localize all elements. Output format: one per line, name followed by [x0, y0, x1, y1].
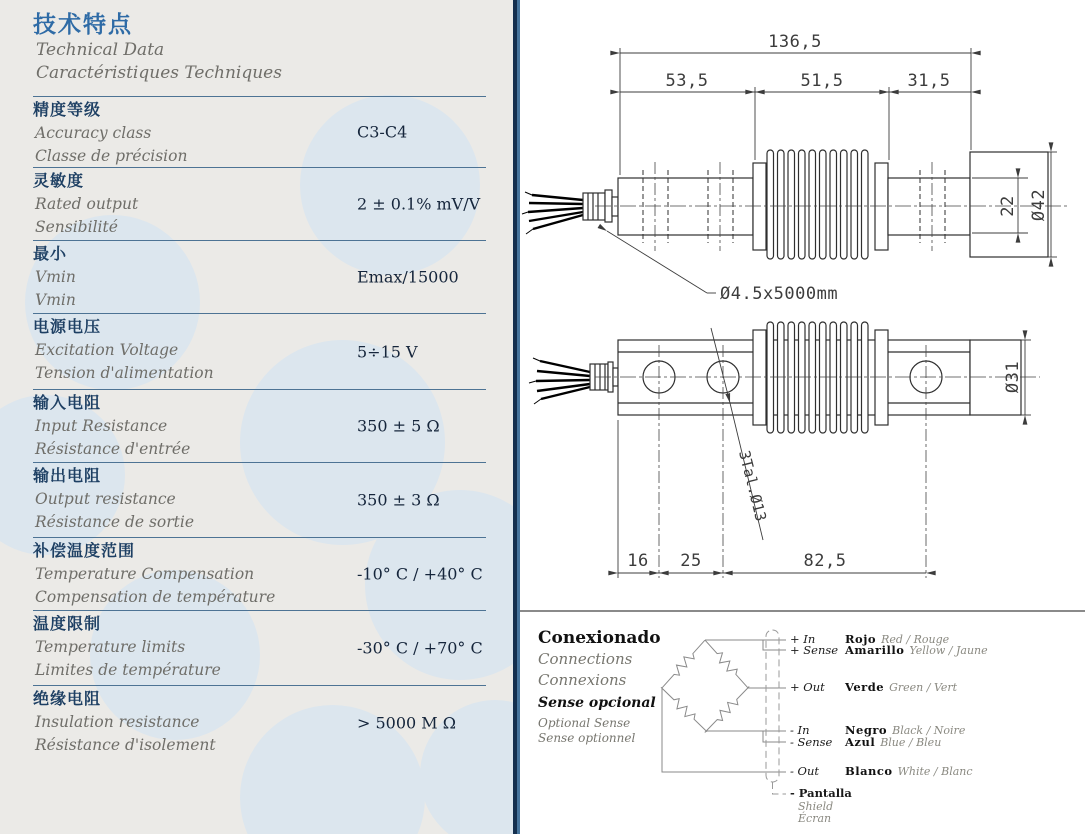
- terminal-label: - Sense: [790, 735, 833, 749]
- bellows-ribs: [767, 150, 868, 259]
- row-value: > 5000 M Ω: [357, 713, 457, 733]
- sense-optional-fr: Sense optionnel: [538, 731, 636, 745]
- holes-callout: 3Tal.Ø13: [735, 448, 771, 524]
- wire-color-name: Rojo: [845, 632, 877, 646]
- row-value: 5÷15 V: [357, 342, 418, 361]
- table-row: [33, 537, 486, 610]
- row-label-zh: 输入电阻: [33, 395, 102, 412]
- row-label-zh: 最小: [33, 246, 68, 263]
- connections-title-fr: Connexions: [538, 671, 627, 689]
- wire-color-translation: Yellow / Jaune: [909, 644, 988, 657]
- wire-color-translation: White / Blanc: [897, 765, 973, 778]
- row-label-en: Vmin: [35, 268, 76, 286]
- row-label-fr: Sensibilité: [35, 218, 118, 236]
- dim-overall: 136,5: [768, 32, 822, 52]
- connections-title-es: Conexionado: [538, 628, 661, 648]
- cable-sheath: [766, 630, 779, 782]
- wire-color-translation: Black / Noire: [892, 724, 966, 737]
- row-label-en: Temperature limits: [35, 638, 186, 656]
- wire-color-name: Blanco: [845, 764, 893, 778]
- row-label-zh: 温度限制: [33, 616, 102, 633]
- shield-label-fr: Écran: [798, 812, 832, 825]
- row-label-fr: Compensation de température: [35, 588, 276, 606]
- row-value: -30° C / +70° C: [357, 638, 483, 658]
- technical-drawing: [520, 0, 1085, 610]
- page-title: 技术特点: [33, 11, 133, 37]
- page-title-fr: Caractéristiques Techniques: [36, 63, 282, 83]
- row-value: Emax/15000: [357, 267, 459, 287]
- table-row: [33, 389, 486, 462]
- bellows-flange-right: [875, 163, 888, 250]
- wire-color-row: [845, 681, 957, 694]
- row-label-en: Rated output: [35, 195, 139, 213]
- bellows-flange-left: [753, 330, 766, 425]
- row-label-fr: Tension d'alimentation: [35, 364, 214, 382]
- row-label-en: Accuracy class: [35, 124, 152, 142]
- wire-color-translation: Green / Vert: [889, 681, 958, 694]
- row-label-fr: Résistance d'isolement: [35, 736, 216, 754]
- row-label-fr: Résistance de sortie: [35, 513, 195, 531]
- row-label-zh: 精度等级: [33, 102, 102, 119]
- wire-color-name: Verde: [845, 680, 885, 694]
- row-label-zh: 灵敏度: [33, 173, 85, 190]
- terminal-label: - In: [790, 723, 810, 737]
- bridge-resistor: [702, 683, 753, 735]
- row-value: -10° C / +40° C: [357, 564, 483, 584]
- wire-color-row: [845, 765, 973, 778]
- row-label-fr: Classe de précision: [35, 147, 188, 165]
- wire-color-translation: Red / Rouge: [881, 633, 950, 646]
- row-label-en: Temperature Compensation: [35, 565, 255, 583]
- dim-82-5: 82,5: [803, 551, 847, 571]
- cable-bundle: [522, 192, 583, 234]
- terminal-label: - Out: [790, 764, 819, 778]
- connections-title-en: Connections: [538, 650, 633, 668]
- row-label-en: Input Resistance: [35, 417, 168, 435]
- sense-optional-es: Sense opcional: [538, 695, 656, 711]
- dim-outer-dia: Ø42: [1029, 188, 1049, 222]
- terminal-label: + Sense: [790, 643, 839, 657]
- sense-optional-en: Optional Sense: [538, 716, 631, 730]
- table-row: [33, 462, 486, 537]
- bridge-resistor: [702, 637, 752, 691]
- wire-color-name: Amarillo: [845, 643, 905, 657]
- row-label-zh: 绝缘电阻: [33, 691, 102, 708]
- row-label-en: Output resistance: [35, 490, 176, 508]
- row-value: 2 ± 0.1% mV/V: [357, 194, 481, 214]
- dim-16: 16: [627, 551, 649, 571]
- dim-bore: 22: [998, 195, 1018, 217]
- page-title-block: [33, 6, 282, 85]
- spec-table: [33, 96, 486, 760]
- row-label-zh: 补偿温度范围: [33, 543, 136, 560]
- bellows-flange-right: [875, 330, 888, 425]
- row-label-fr: Limites de température: [35, 661, 221, 679]
- row-value: C3-C4: [357, 122, 408, 142]
- right-block: [888, 178, 970, 235]
- table-row: [33, 313, 486, 389]
- shield-terminal-label: - Pantalla: [790, 786, 852, 800]
- table-row: [33, 240, 486, 313]
- table-row: [33, 610, 486, 685]
- wire-color-translation: Blue / Bleu: [880, 736, 942, 749]
- row-value: 350 ± 3 Ω: [357, 490, 440, 510]
- divider-bar: [513, 0, 520, 834]
- table-row: [33, 167, 486, 240]
- dim-dia31: Ø31: [1003, 360, 1023, 394]
- wire-color-name: Negro: [845, 723, 888, 737]
- bridge-resistor: [659, 637, 709, 691]
- page-title-en: Technical Data: [36, 40, 165, 60]
- row-label-fr: Résistance d'entrée: [35, 440, 191, 458]
- row-label-en: Excitation Voltage: [35, 341, 179, 359]
- row-label-en: Insulation resistance: [35, 713, 200, 731]
- dim-25: 25: [680, 551, 702, 571]
- dim-seg3: 31,5: [907, 71, 951, 91]
- top-view: [529, 322, 1040, 578]
- shield-wire: [773, 782, 787, 794]
- wire-color-name: Azul: [845, 735, 876, 749]
- wire-color-row: [845, 644, 988, 657]
- row-label-zh: 输出电阻: [33, 468, 102, 485]
- dim-seg2: 51,5: [800, 71, 844, 91]
- row-label-zh: 电源电压: [33, 319, 102, 336]
- row-label-fr: Vmin: [35, 291, 76, 309]
- side-view: [522, 150, 1068, 259]
- spec-panel: [0, 0, 513, 834]
- table-row: [33, 685, 486, 760]
- cable-bundle: [529, 358, 590, 404]
- drawing-panel: [520, 0, 1085, 834]
- wire-color-row: [845, 736, 941, 749]
- terminal-label: + In: [790, 632, 816, 646]
- shield-label-en: Shield: [798, 800, 834, 813]
- bridge-resistor: [658, 684, 710, 735]
- dim-seg1: 53,5: [665, 71, 709, 91]
- connections-section: [520, 610, 1085, 834]
- row-value: 350 ± 5 Ω: [357, 416, 440, 436]
- terminal-label: + Out: [790, 680, 825, 694]
- table-row: [33, 96, 486, 167]
- bellows-flange-left: [753, 163, 766, 250]
- cable-spec-label: Ø4.5x5000mm: [720, 284, 839, 304]
